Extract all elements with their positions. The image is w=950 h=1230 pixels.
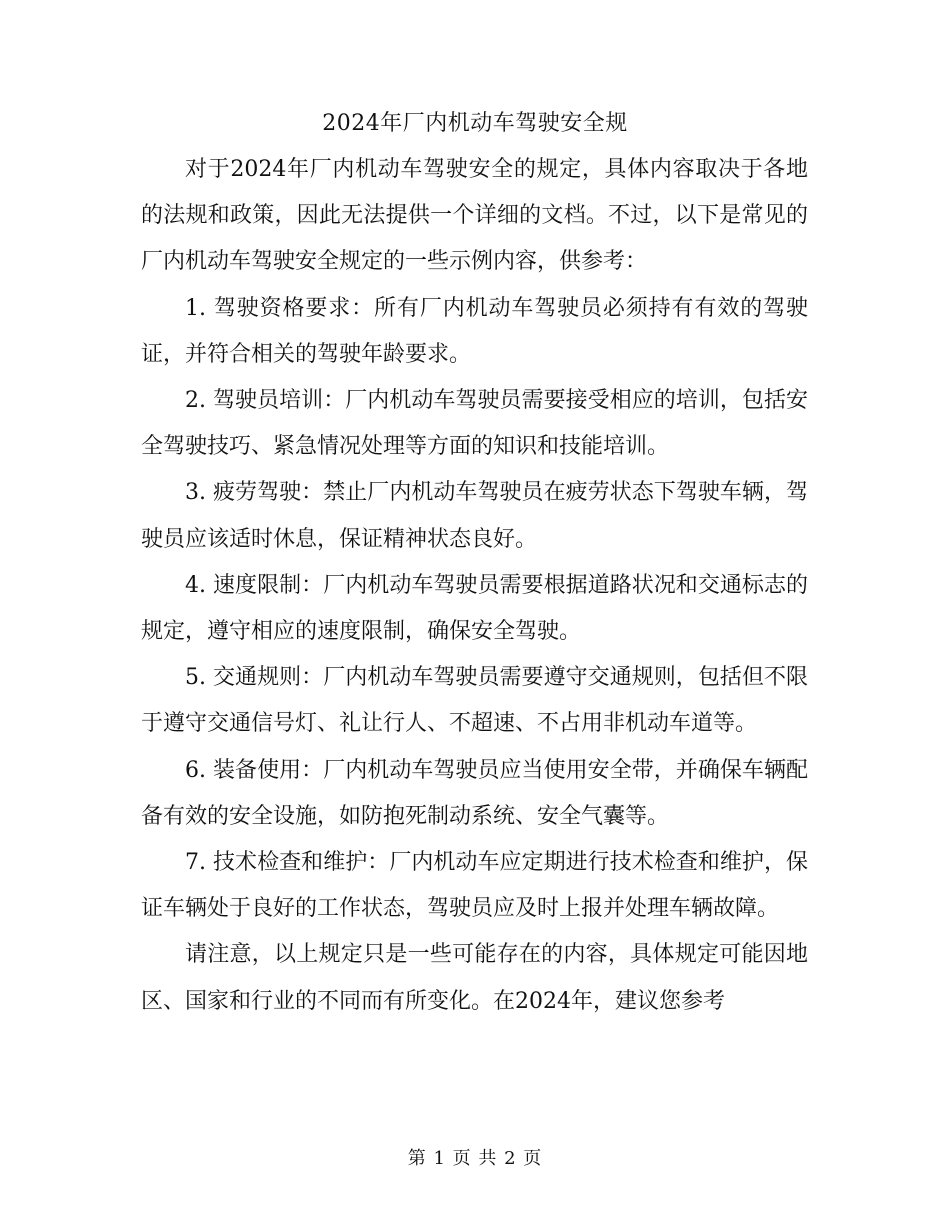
page-footer: 第 1 页 共 2 页 — [407, 1148, 543, 1169]
rule-item-7: 7. 技术检查和维护：厂内机动车应定期进行技术检查和维护，保证车辆处于良好的工作状态，驾驶员应及时上报并处理车辆故障。 — [141, 850, 808, 922]
rule-item-6: 6. 装备使用：厂内机动车驾驶员应当使用安全带，并确保车辆配备有效的安全设施，如防抱死制动系统、安全气囊等。 — [141, 757, 808, 829]
document-title: 2024年厂内机动车驾驶安全规 — [322, 111, 628, 136]
rule-item-4: 4. 速度限制：厂内机动车驾驶员需要根据道路状况和交通标志的规定，遵守相应的速度限制，确保安全驾驶。 — [141, 572, 808, 645]
rule-item-5: 5. 交通规则：厂内机动车驾驶员需要遵守交通规则，包括但不限于遵守交通信号灯、礼让行人、不超速、不占用非机动车道等。 — [141, 665, 808, 737]
rule-item-1: 1. 驾驶资格要求：所有厂内机动车驾驶员必须持有有效的驾驶证，并符合相关的驾驶年龄要求。 — [141, 295, 808, 367]
rule-item-2: 2. 驾驶员培训：厂内机动车驾驶员需要接受相应的培训，包括安全驾驶技巧、紧急情况处理等方面的知识和技能培训。 — [141, 388, 808, 460]
document-body — [141, 147, 808, 1025]
rule-item-3: 3. 疲劳驾驶：禁止厂内机动车驾驶员在疲劳状态下驾驶车辆，驾驶员应该适时休息，保证精神状态良好。 — [141, 480, 808, 552]
intro-paragraph: 对于2024年厂内机动车驾驶安全的规定，具体内容取决于各地的法规和政策，因此无法提供一个详细的文档。不过，以下是常见的厂内机动车驾驶安全规定的一些示例内容，供参考： — [141, 157, 808, 275]
closing-paragraph: 请注意，以上规定只是一些可能存在的内容，具体规定可能因地区、国家和行业的不同而有所变化。在2024年，建议您参考 — [141, 942, 808, 1014]
